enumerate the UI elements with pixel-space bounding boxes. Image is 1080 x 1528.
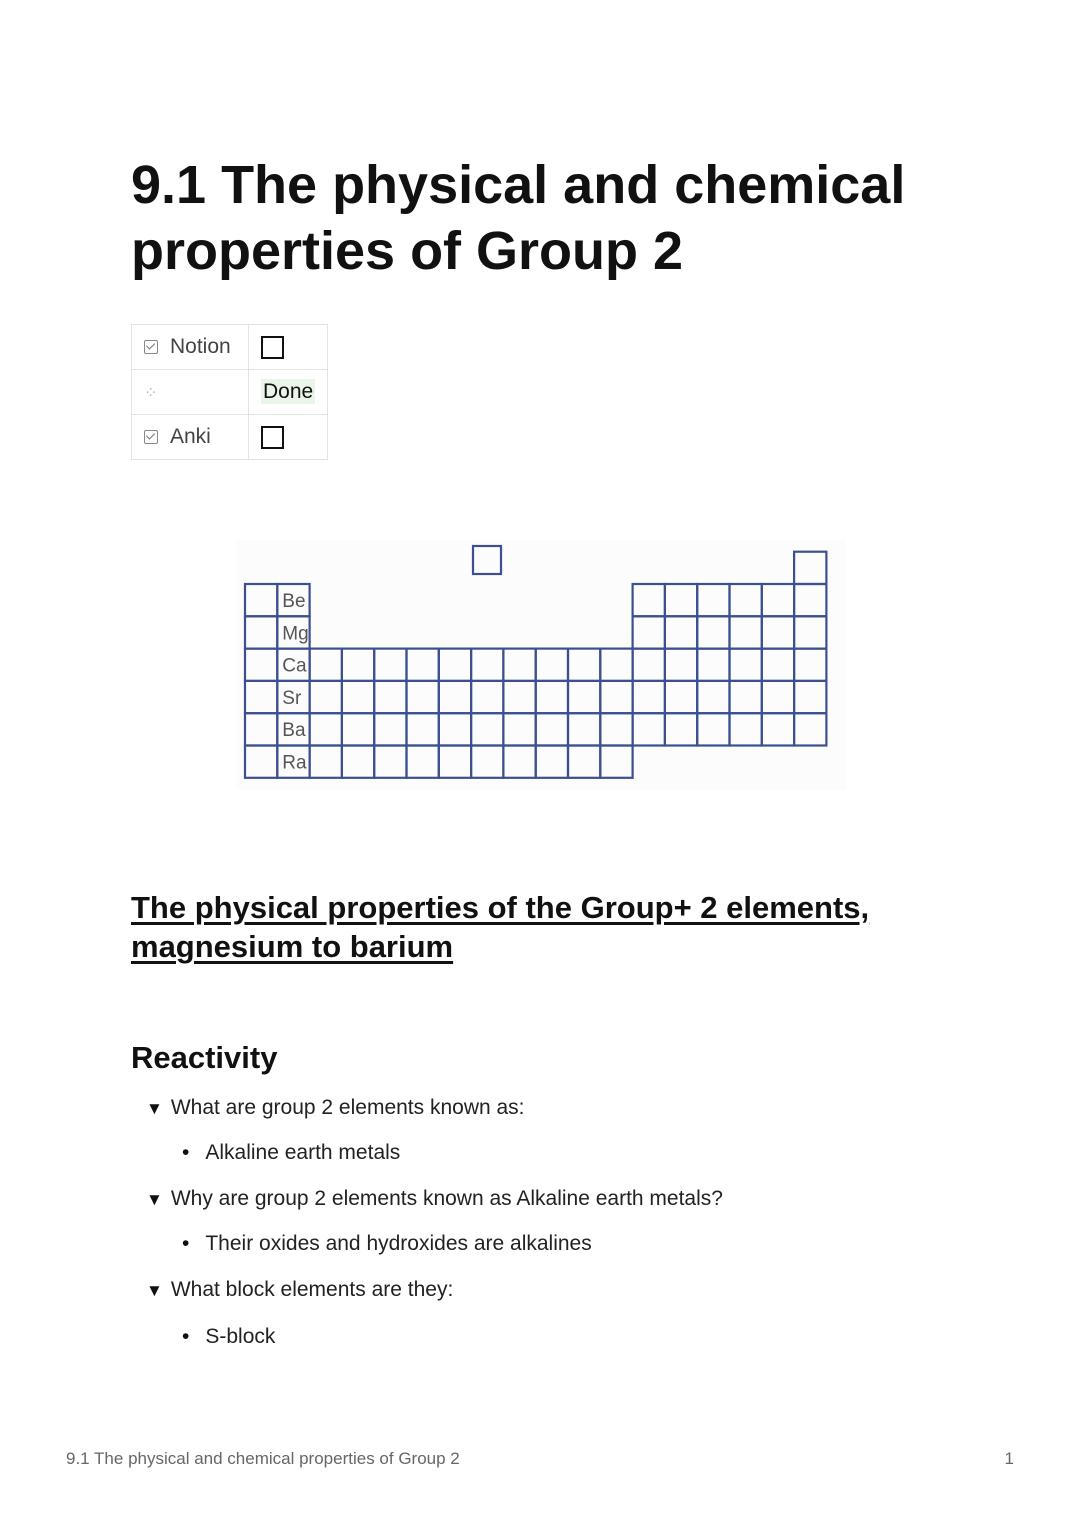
page-number: 1 (1004, 1449, 1014, 1468)
element-symbol-label: Ra (282, 752, 307, 774)
checkbox-property-icon (144, 340, 158, 354)
element-symbol-label: Ba (282, 720, 306, 742)
checkbox-property-icon (144, 430, 158, 444)
properties-table (131, 324, 328, 460)
toggle-question-3[interactable]: ▼ What block elements are they: (146, 1278, 454, 1301)
bullet-icon: • (182, 1141, 190, 1164)
toggle-question-1[interactable]: ▼ What are group 2 elements known as: (146, 1096, 525, 1119)
answer-bullet-2: • Their oxides and hydroxides are alkalines (182, 1232, 592, 1255)
element-symbol-label: Mg (282, 623, 309, 645)
property-row-anki (132, 415, 328, 460)
property-row-notion (132, 325, 328, 370)
footer-title: 9.1 The physical and chemical properties of Group 2 (66, 1449, 460, 1468)
toggle-question-2[interactable]: ▼ Why are group 2 elements known as Alkaline earth metals? (146, 1187, 723, 1210)
element-symbol-label: Be (282, 591, 306, 612)
status-property-icon: ⁘ (144, 385, 159, 402)
toggle-triangle-icon[interactable]: ▼ (146, 1281, 163, 1300)
property-label: Anki (170, 425, 211, 448)
subsection-heading: Reactivity (131, 1040, 278, 1075)
toggle-triangle-icon[interactable]: ▼ (146, 1190, 163, 1209)
answer-bullet-3: • S-block (182, 1325, 276, 1348)
page-title: 9.1 The physical and chemical properties of Group 2 (131, 155, 906, 281)
periodic-table-image (236, 540, 846, 790)
notion-checkbox[interactable] (261, 336, 284, 359)
toggle-triangle-icon[interactable]: ▼ (146, 1099, 163, 1118)
property-label: Notion (170, 335, 231, 358)
anki-checkbox[interactable] (261, 426, 284, 449)
element-symbol-label: Ca (282, 655, 307, 677)
section-heading: The physical properties of the Group+ 2 elements, magnesium to barium (131, 890, 870, 964)
answer-bullet-1: • Alkaline earth metals (182, 1141, 401, 1164)
bullet-icon: • (182, 1325, 190, 1348)
element-symbol-label: Sr (282, 687, 302, 709)
bullet-icon: • (182, 1232, 190, 1255)
status-badge[interactable]: Done (263, 380, 314, 403)
property-row-status (132, 370, 328, 415)
